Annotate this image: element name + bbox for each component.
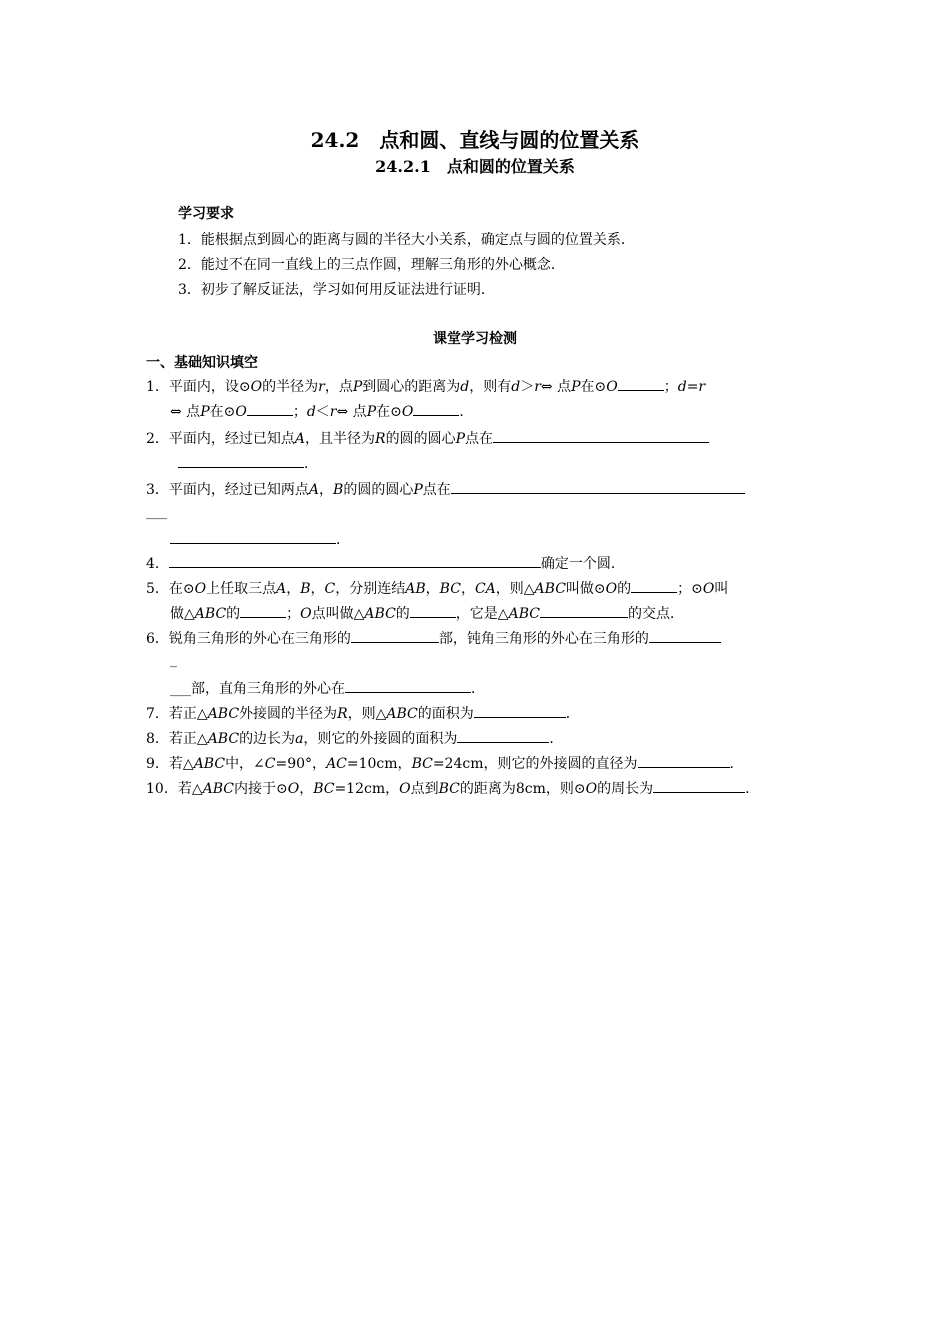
sub-title: 24.2.1 点和圆的位置关系 [375, 157, 575, 176]
answer-blank[interactable] [247, 401, 293, 416]
answer-blank[interactable] [240, 603, 286, 618]
answer-blank[interactable] [457, 728, 549, 743]
answer-blank[interactable] [649, 628, 721, 643]
question-2: 2．平面内，经过已知点A，且半径为R的圆的圆心P点在 [146, 428, 709, 448]
main-title: 24.2 点和圆、直线与圆的位置关系 [310, 128, 640, 152]
question-6-continued: ___部，直角三角形的外心在 ． [170, 678, 485, 698]
question-9: 9．若△ABC中，∠C=90°，AC=10cm，BC=24cm，则它的外接圆的直径为 ． [146, 753, 744, 773]
answer-blank[interactable] [540, 603, 628, 618]
answer-blank[interactable] [474, 703, 566, 718]
question-10: 10．若△ABC内接于⊙O，BC=12cm，O点到BC的距离为8cm，则⊙O的周长为 ． [146, 778, 759, 798]
question-6-overflow: _ [170, 652, 177, 668]
answer-blank[interactable] [413, 401, 459, 416]
answer-blank[interactable] [451, 479, 745, 494]
question-3-overflow: ___ [146, 504, 167, 520]
question-3: 3．平面内，经过已知两点A，B的圆的圆心P点在 [146, 479, 745, 499]
answer-blank[interactable] [631, 578, 677, 593]
question-6: 6．锐角三角形的外心在三角形的 部，钝角三角形的外心在三角形的 [146, 628, 721, 648]
answer-blank[interactable] [618, 376, 664, 391]
answer-blank[interactable] [351, 628, 439, 643]
answer-blank[interactable] [638, 753, 730, 768]
section-title: 课堂学习检测 [433, 331, 517, 347]
requirement-item: 1．能根据点到圆心的距离与圆的半径大小关系，确定点与圆的位置关系． [178, 232, 635, 248]
answer-blank[interactable] [410, 603, 456, 618]
answer-blank[interactable] [169, 553, 541, 568]
question-5-continued: 做△ABC的 ；O点叫做△ABC的 ，它是△ABC 的交点． [170, 603, 684, 623]
answer-blank[interactable] [345, 678, 471, 693]
answer-blank[interactable] [178, 453, 304, 468]
question-4: 4． 确定一个圆． [146, 553, 625, 573]
question-1-continued: ⇔ 点P在⊙O ；d＜r⇔ 点P在⊙O ． [170, 401, 473, 421]
requirement-item: 3．初步了解反证法，学习如何用反证法进行证明． [178, 282, 495, 298]
question-7: 7．若正△ABC外接圆的半径为R，则△ABC的面积为 ． [146, 703, 580, 723]
part-heading: 一、基础知识填空 [146, 355, 258, 371]
question-2-continued: ． [178, 453, 318, 473]
question-3-continued: ． [170, 529, 350, 549]
answer-blank[interactable] [493, 428, 709, 443]
answer-blank[interactable] [653, 778, 745, 793]
answer-blank[interactable] [170, 529, 336, 544]
question-8: 8．若正△ABC的边长为a，则它的外接圆的面积为 ． [146, 728, 563, 748]
requirement-item: 2．能过不在同一直线上的三点作圆，理解三角形的外心概念． [178, 257, 565, 273]
question-5: 5．在⊙O上任取三点A，B，C，分别连结AB，BC，CA，则△ABC叫做⊙O的 ；⊙O叫 [146, 578, 728, 598]
question-1: 1．平面内，设⊙O的半径为r，点P到圆心的距离为d，则有d＞r⇔ 点P在⊙O ；d=r [146, 376, 705, 396]
requirements-heading: 学习要求 [178, 206, 234, 222]
